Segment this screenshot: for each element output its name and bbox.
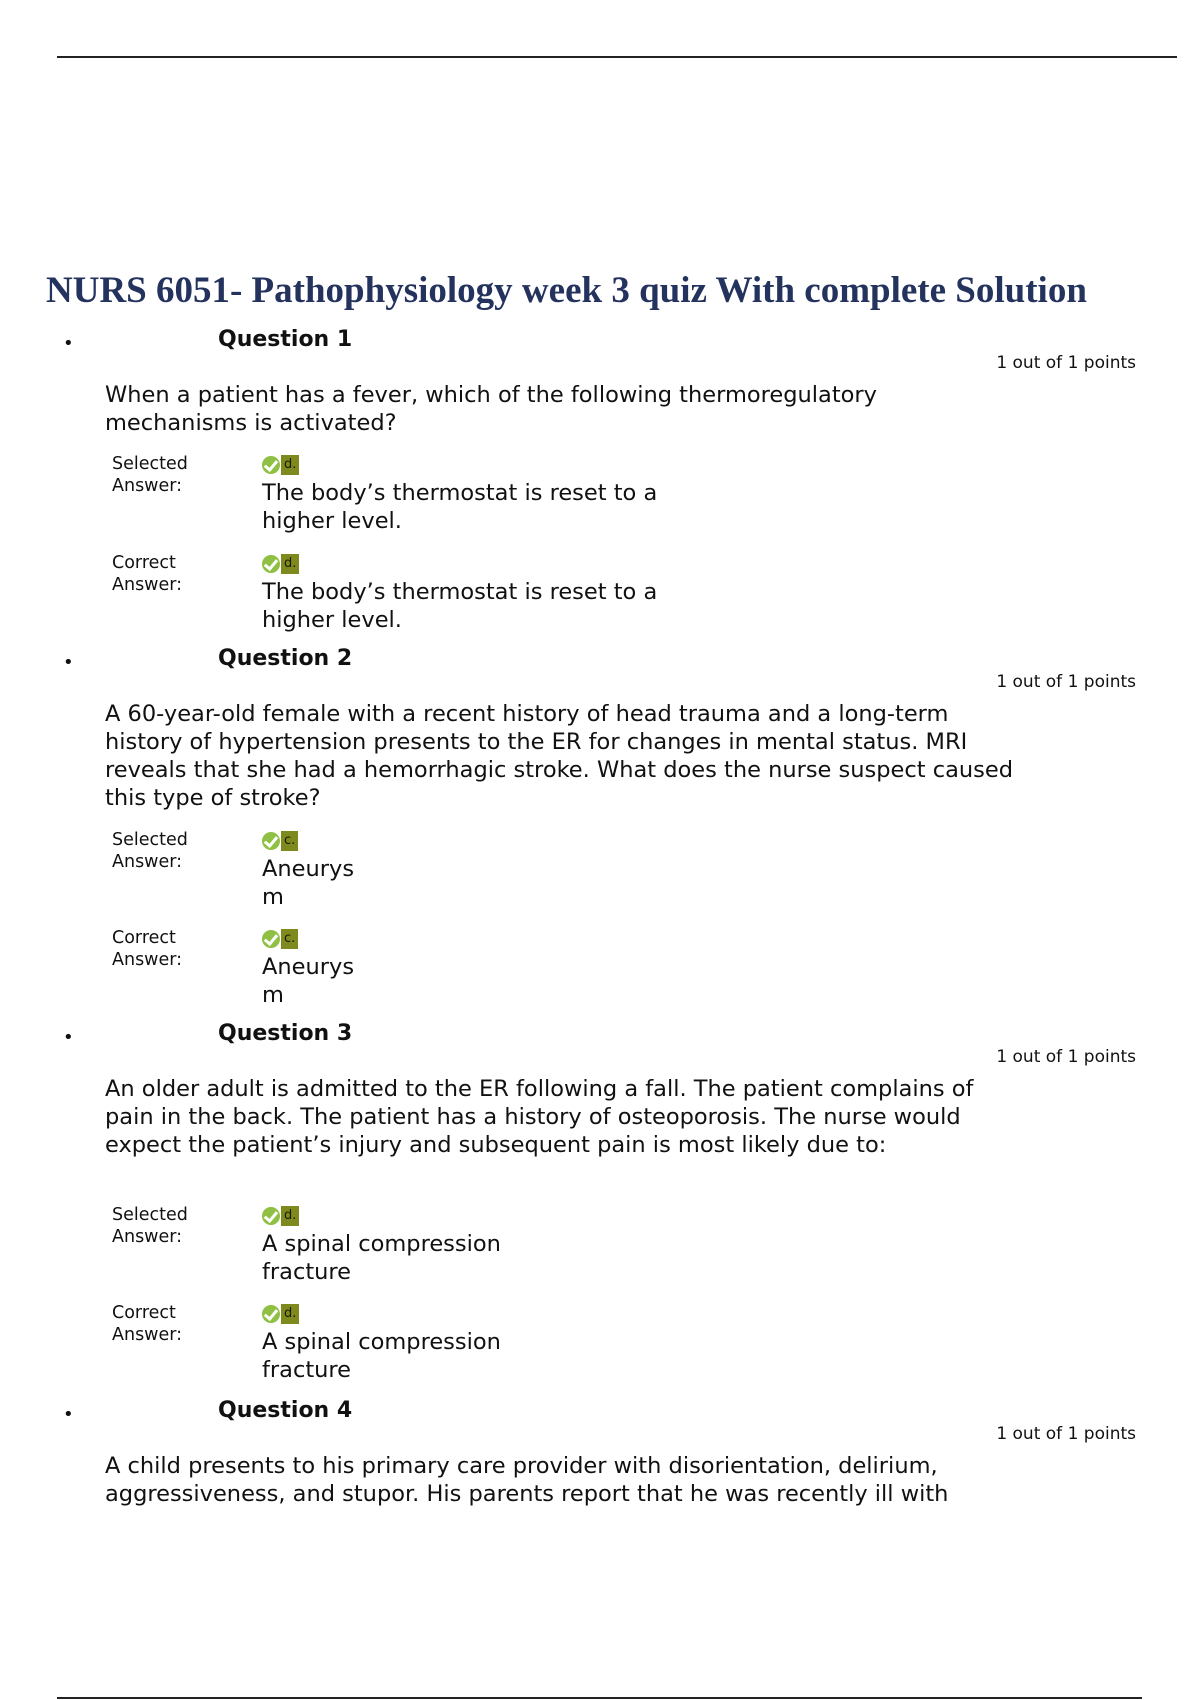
check-circle-icon [262, 832, 280, 850]
check-circle-icon [262, 456, 280, 474]
question-text: A 60-year-old female with a recent history of head trauma and a long-term history of hypertension presents to the ER for changes in mental status. MRI reveals that she had a hemorrhagic stroke. What does the nurse suspect caused this type of stroke? [105, 701, 1013, 811]
selected-answer-label: Selected Answer: [112, 1205, 188, 1247]
answer-letter: c. [281, 831, 298, 851]
bottom-rule [57, 1697, 1142, 1699]
answer-badge [262, 831, 298, 851]
question-label: Question 1 [218, 327, 353, 352]
selected-answer-text: The body’s thermostat is reset to a higher level. [262, 480, 658, 534]
points-score: 1 out of 1 points [996, 672, 1136, 692]
points-score: 1 out of 1 points [996, 1047, 1136, 1067]
check-circle-icon [262, 1305, 280, 1323]
answer-letter: d. [281, 1304, 299, 1324]
question-text: When a patient has a fever, which of the following thermoregulatory mechanisms is activated? [105, 382, 877, 436]
check-circle-icon [262, 930, 280, 948]
correct-answer-text: The body’s thermostat is reset to a higher level. [262, 579, 658, 633]
answer-letter: d. [281, 1206, 299, 1226]
correct-answer-text: A spinal compression fracture [262, 1329, 501, 1383]
check-circle-icon [262, 1207, 280, 1225]
answer-badge [262, 929, 298, 949]
answer-badge [262, 1304, 299, 1324]
top-rule [57, 56, 1177, 58]
selected-answer-label: Selected Answer: [112, 830, 188, 872]
bullet: • [63, 1404, 74, 1425]
correct-answer-label: Correct Answer: [112, 928, 183, 970]
question-label: Question 3 [218, 1021, 353, 1046]
points-score: 1 out of 1 points [996, 353, 1136, 373]
bullet: • [63, 1027, 74, 1048]
question-label: Question 4 [218, 1398, 353, 1423]
answer-letter: d. [281, 455, 299, 475]
answer-badge [262, 1206, 299, 1226]
question-text: A child presents to his primary care provider with disorientation, delirium, aggressiveness, and stupor. His parents report that he was recently ill with [105, 1453, 949, 1507]
answer-letter: d. [281, 554, 299, 574]
check-circle-icon [262, 555, 280, 573]
answer-letter: c. [281, 929, 298, 949]
bullet: • [63, 652, 74, 673]
question-text: An older adult is admitted to the ER following a fall. The patient complains of pain in the back. The patient has a history of osteoporosis. The nurse would expect the patient’s injury and subsequent pain is most likely due to: [105, 1076, 974, 1158]
correct-answer-text: Aneurys m [262, 954, 355, 1008]
points-score: 1 out of 1 points [996, 1424, 1136, 1444]
document-title: NURS 6051- Pathophysiology week 3 quiz With complete Solution [46, 270, 1087, 311]
selected-answer-label: Selected Answer: [112, 454, 188, 496]
correct-answer-label: Correct Answer: [112, 1303, 183, 1345]
answer-badge [262, 455, 299, 475]
correct-answer-label: Correct Answer: [112, 553, 183, 595]
answer-badge [262, 554, 299, 574]
selected-answer-text: Aneurys m [262, 856, 355, 910]
selected-answer-text: A spinal compression fracture [262, 1231, 501, 1285]
bullet: • [63, 333, 74, 354]
question-label: Question 2 [218, 646, 353, 671]
